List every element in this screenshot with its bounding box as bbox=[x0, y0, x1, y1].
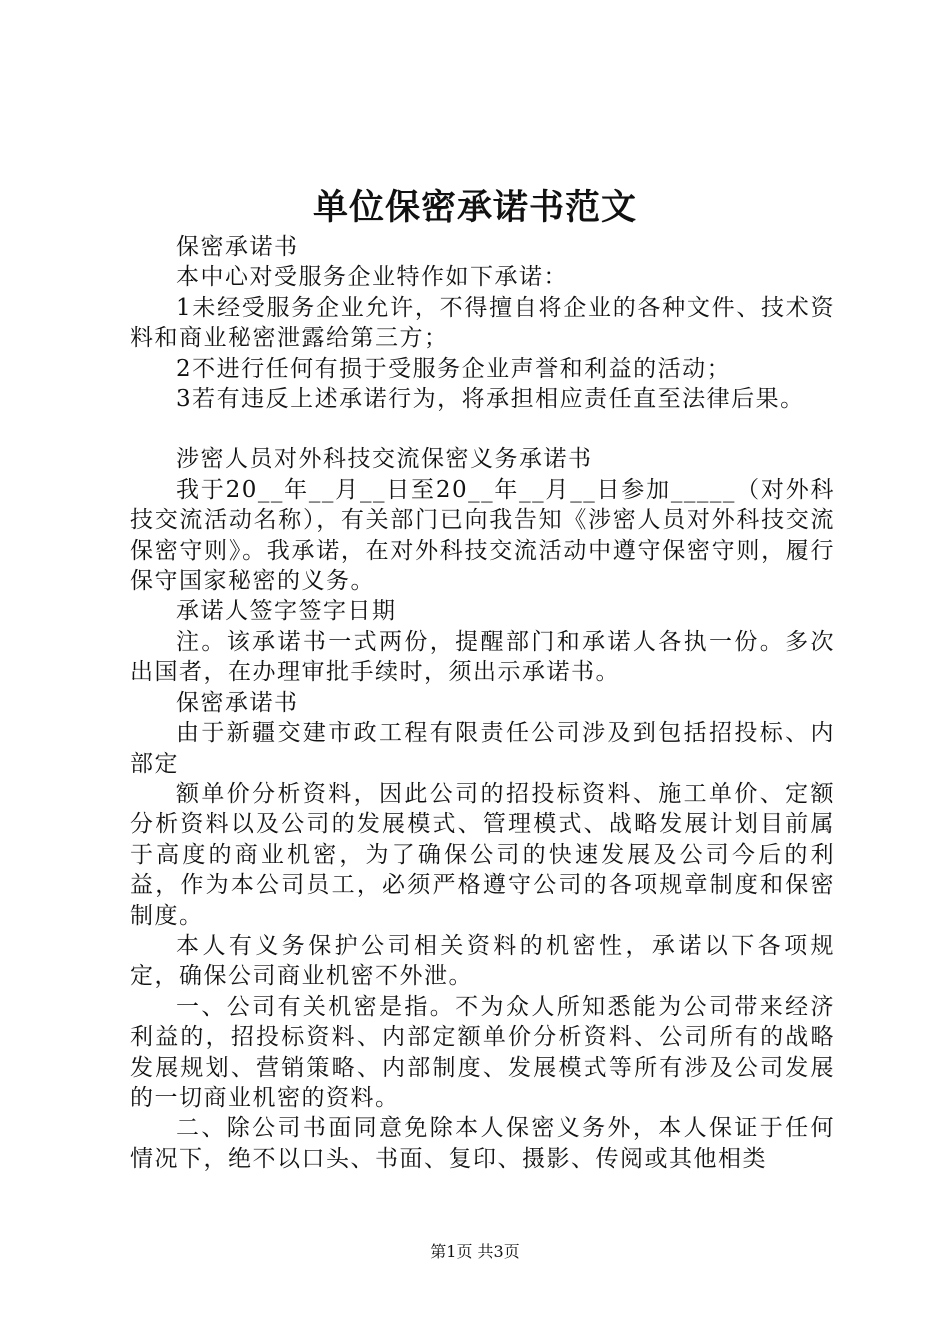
paragraph: 3若有违反上述承诺行为，将承担相应责任直至法律后果。 bbox=[176, 386, 805, 413]
paragraph: 我于20__年__月__日至20__年__月__日参加_____（对外科技交流活动名称），有关部门已向我告知《涉密人员对外科技交流保密守则》。我承诺，在对外科技交流活动中遵守保密守则，履行保守国家秘密的义务。 bbox=[130, 476, 835, 595]
paragraph: 本人有义务保护公司相关资料的机密性，承诺以下各项规定，确保公司商业机密不外泄。 bbox=[130, 932, 835, 990]
document-title: 单位保密承诺书范文 bbox=[312, 187, 637, 228]
paragraph: 1未经受服务企业允许，不得擅自将企业的各种文件、技术资料和商业秘密泄露给第三方； bbox=[130, 294, 835, 352]
paragraph: 本中心对受服务企业特作如下承诺： bbox=[176, 264, 568, 291]
page-number-footer: 第1页 共3页 bbox=[430, 1242, 520, 1261]
paragraph: 二、除公司书面同意免除本人保密义务外，本人保证于任何情况下，绝不以口头、书面、复印、摄影、传阅或其他相类 bbox=[130, 1115, 835, 1172]
paragraph: 保密承诺书 bbox=[176, 234, 299, 260]
paragraph: 涉密人员对外科技交流保密义务承诺书 bbox=[176, 446, 593, 473]
paragraph: 保密承诺书 bbox=[176, 689, 299, 716]
paragraph: 承诺人签字签字日期 bbox=[176, 598, 397, 625]
paragraph: 2不进行任何有损于受服务企业声誉和利益的活动； bbox=[176, 355, 732, 382]
paragraph: 由于新疆交建市政工程有限责任公司涉及到包括招投标、内部定 bbox=[130, 720, 835, 777]
paragraph: 注。该承诺书一式两份，提醒部门和承诺人各执一份。多次出国者，在办理审批手续时，须出示承诺书。 bbox=[130, 628, 835, 686]
paragraph: 额单价分析资料，因此公司的招投标资料、施工单价、定额分析资料以及公司的发展模式、管理模式、战略发展计划目前属于高度的商业机密，为了确保公司的快速发展及公司今后的利益，作为本公司员工，必须严格遵守公司的各项规章制度和保密制度。 bbox=[130, 780, 835, 929]
paragraph: 一、公司有关机密是指。不为众人所知悉能为公司带来经济利益的，招投标资料、内部定额单价分析资料、公司所有的战略发展规划、营销策略、内部制度、发展模式等所有涉及公司发展的一切商业机密的资料。 bbox=[130, 993, 835, 1111]
document-body bbox=[130, 232, 835, 1174]
